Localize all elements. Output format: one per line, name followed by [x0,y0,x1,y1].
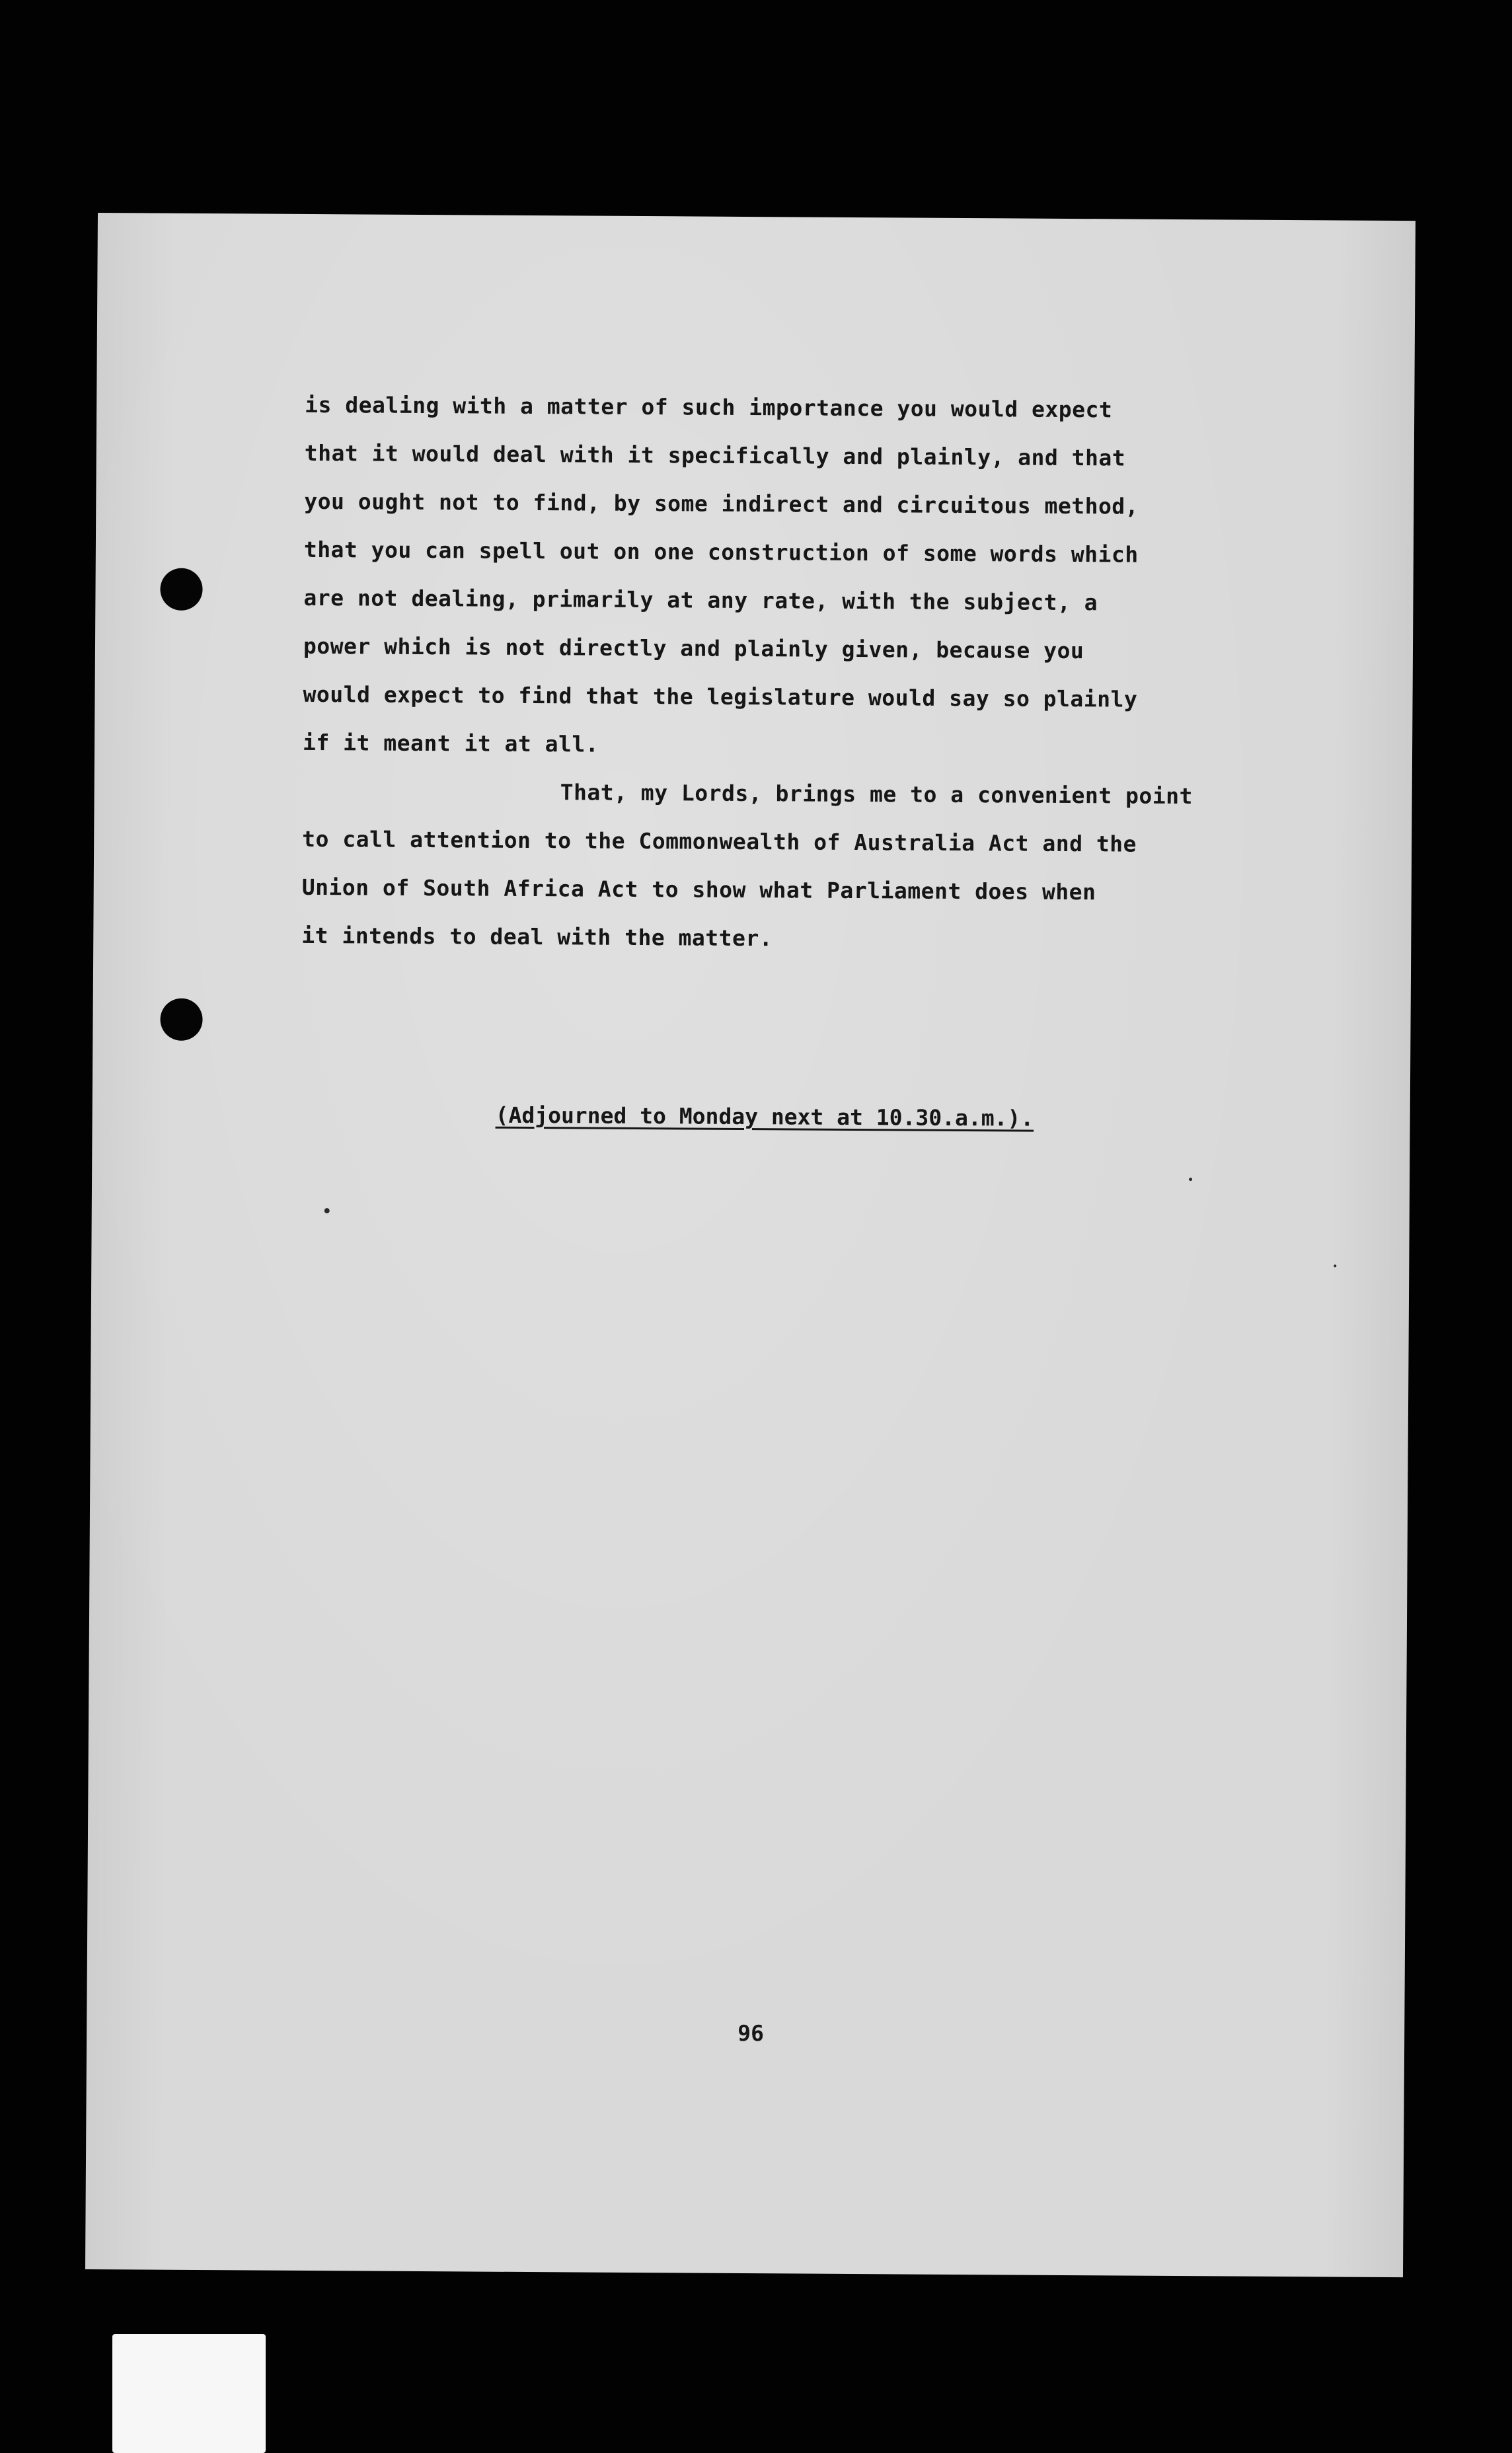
text-line: are not dealing, primarily at any rate, with the subject, a [303,584,1098,616]
text-line: that it would deal with it specifically and plainly, and that [304,439,1126,471]
scanner-target-tab [112,2334,266,2453]
text-line: to call attention to the Commonwealth of Australia Act and the [302,825,1137,857]
text-line: you ought not to find, by some indirect and circuitous method, [304,488,1139,519]
punch-hole [160,568,202,611]
adjournment-note: (Adjourned to Monday next at 10.30.a.m.). [495,1102,1034,1131]
document-page [85,213,1416,2277]
text-line: power which is not directly and plainly given, because you [303,632,1084,664]
text-line: that you can spell out on one construction of some words which [303,536,1139,568]
ink-speck [1334,1264,1336,1267]
text-line: it intends to deal with the matter. [301,922,773,952]
page-number: 96 [737,2019,765,2047]
text-line: if it meant it at all. [302,729,599,757]
punch-hole [160,999,202,1041]
ink-speck [324,1208,330,1213]
text-line: Union of South Africa Act to show what Parliament does when [301,874,1096,905]
paragraph-start-line: That, my Lords, brings me to a convenient point [560,779,1193,810]
text-line: is dealing with a matter of such importance you would expect [305,391,1113,423]
ink-speck [1189,1178,1192,1181]
text-line: would expect to find that the legislature would say so plainly [303,681,1138,712]
transcript-body [301,381,1309,965]
